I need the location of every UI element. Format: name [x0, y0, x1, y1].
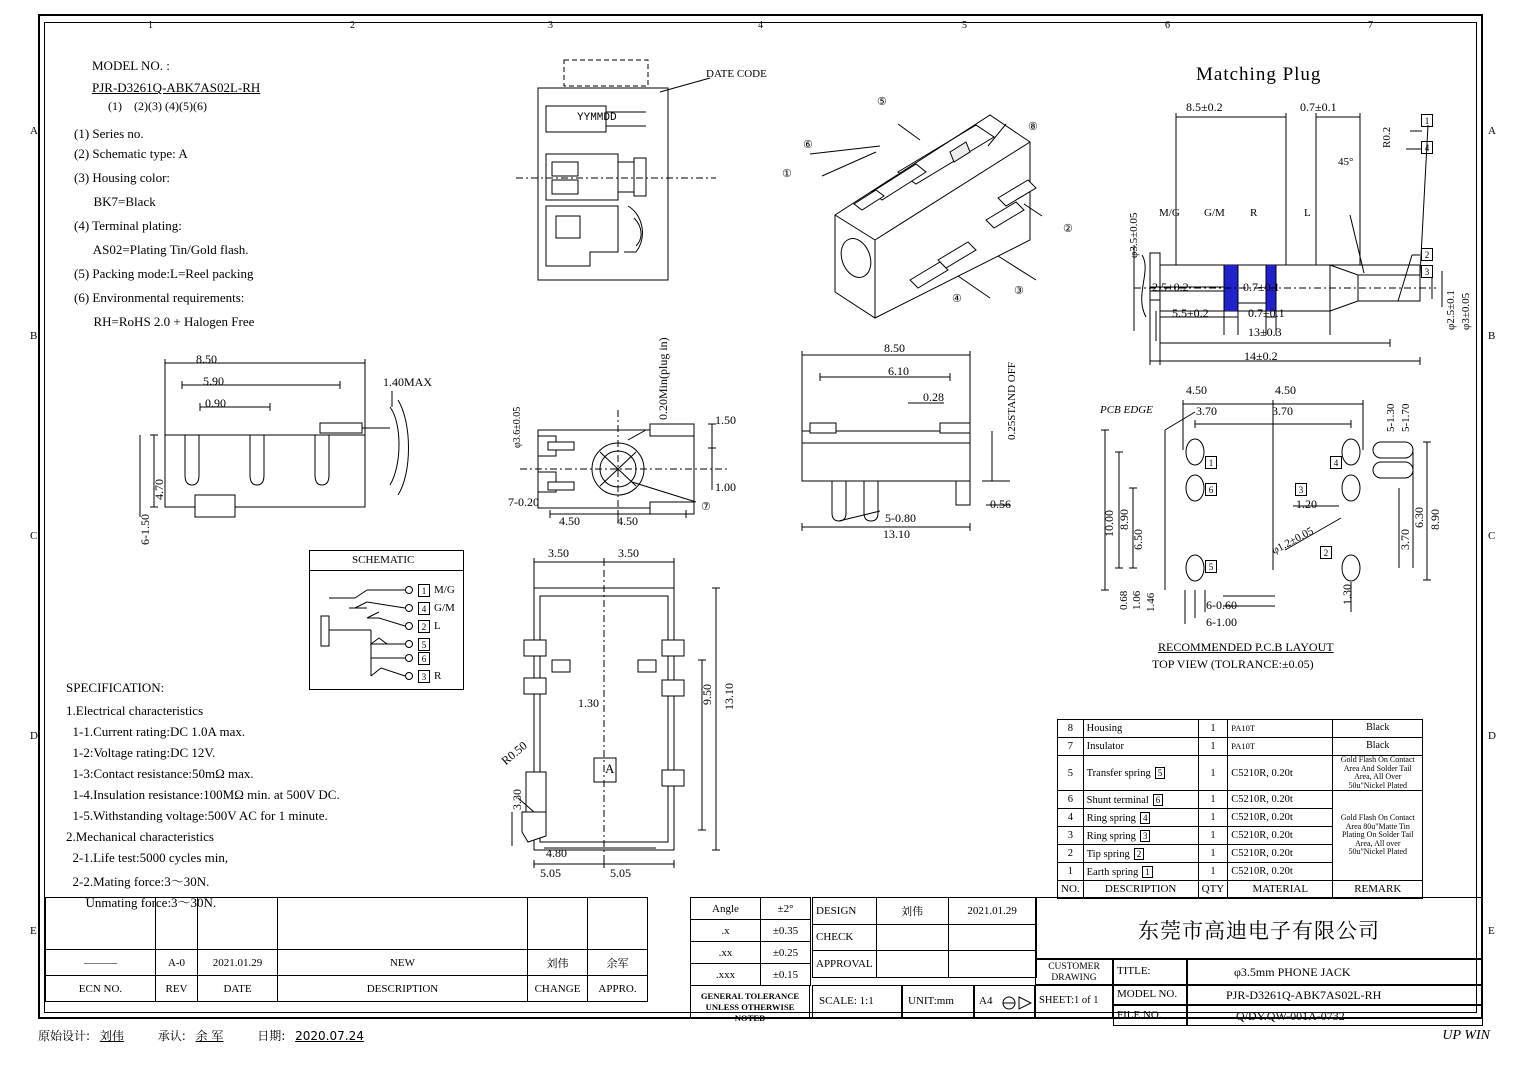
bottom-dim-4-80: 4.80 — [546, 846, 567, 860]
spec-line-10: Unmating force:3～30N. — [66, 895, 217, 910]
bom-row-8-qty: 1 — [1198, 720, 1228, 738]
bom-header-desc: DESCRIPTION — [1083, 881, 1198, 899]
pcb-dim-8-90-right: 8.90 — [1428, 509, 1442, 530]
zone-letter-left-d: D — [30, 730, 38, 742]
bom-row-1-desc — [1083, 863, 1198, 881]
bom-header-mat: MATERIAL — [1228, 881, 1333, 899]
model-line-8: (6) Environmental requirements: — [74, 290, 245, 305]
zone-letter-right-a: A — [1488, 125, 1496, 137]
plug-dim-45deg: 45° — [1338, 156, 1354, 168]
schematic-title: SCHEMATIC — [352, 554, 415, 566]
bottom-dim-r0-50: R0.50 — [498, 738, 530, 768]
isometric-view-drawing — [780, 80, 1080, 310]
sheet-cell — [1035, 985, 1113, 1019]
front-dim-1-40max: 1.40MAX — [383, 375, 433, 389]
bottom-dim-3-30: 3.30 — [510, 789, 524, 810]
file-value-cell — [1187, 1005, 1483, 1026]
rev-header-change: CHANGE — [528, 976, 588, 1002]
rev-ecn-no: ——— — [46, 950, 156, 976]
zone-letter-right-e: E — [1488, 925, 1495, 937]
design-date: 2021.01.29 — [948, 898, 1036, 925]
side-dim-0-56: 0.56 — [990, 497, 1011, 511]
iso-callout-2: ② — [1063, 223, 1073, 235]
column-number-6: 6 — [1165, 20, 1170, 31]
bom-row-4-no: 4 — [1058, 809, 1084, 827]
front-dim-4-70: 4.70 — [152, 479, 166, 500]
bom-row-5-mat: C5210R, 0.20t — [1228, 756, 1333, 791]
column-number-3: 3 — [548, 20, 553, 31]
bom-row-8-rem: Black — [1333, 720, 1423, 738]
section-view-drawing — [516, 66, 736, 316]
plug-segment-gm: G/M — [1204, 207, 1225, 219]
bom-row-4-qty: 1 — [1198, 809, 1228, 827]
bom-row-1-mat: C5210R, 0.20t — [1228, 863, 1333, 881]
bottom-view-drawing — [496, 540, 746, 880]
bom-row-7-mat: PA10T — [1228, 738, 1333, 756]
model-line-2: (2) Schematic type: A — [74, 146, 188, 161]
footer-approve-label: 承认: — [157, 1029, 186, 1043]
check-name — [876, 924, 948, 951]
tol-val-xx: ±0.25 — [761, 942, 811, 964]
bom-row-6-qty: 1 — [1198, 791, 1228, 809]
model-line-1: (1) Series no. — [74, 126, 144, 141]
pcb-pad-6: 6 — [1205, 483, 1217, 496]
bom-row-4-desc — [1083, 809, 1198, 827]
rev-header-rev: REV — [156, 976, 198, 1002]
pcb-dim-6-1-00: 6-1.00 — [1206, 615, 1237, 629]
design-label: DESIGN — [813, 898, 877, 925]
column-number-5: 5 — [962, 20, 967, 31]
revision-table — [45, 897, 648, 1002]
bottom-dim-13-10: 13.10 — [722, 683, 736, 710]
column-number-2: 2 — [350, 20, 355, 31]
front-dim-6-1-50: 6-1.50 — [138, 514, 152, 545]
bom-row-6-no: 6 — [1058, 791, 1084, 809]
bom-row-2-tag: 2 — [1134, 848, 1145, 860]
plug-pin-3: 3 — [1421, 265, 1433, 278]
tol-key-x: .x — [691, 920, 761, 942]
top-dim-4-50-b: 4.50 — [617, 514, 638, 528]
bom-row-7-no: 7 — [1058, 738, 1084, 756]
plug-dim-phi2-5: φ2.5±0.1 — [1445, 290, 1457, 330]
bom-row-5-desc-text: Transfer spring — [1086, 768, 1151, 779]
matching-plug-title: Matching Plug — [1196, 64, 1322, 85]
tol-key-xx: .xx — [691, 942, 761, 964]
customer-drawing-label: CUSTOMER DRAWING — [1048, 962, 1100, 983]
unit-text: UNIT:mm — [908, 995, 954, 1007]
zone-letter-left-a: A — [30, 125, 38, 137]
iso-callout-6: ⑥ — [803, 139, 813, 151]
top-dim-4-50-a: 4.50 — [559, 514, 580, 528]
schematic-pin-name-2: L — [434, 620, 441, 632]
pcb-pad-2: 2 — [1320, 546, 1332, 559]
footer-origin-label: 原始设计: — [38, 1029, 91, 1043]
model-value-cell — [1187, 985, 1483, 1005]
spec-heading: SPECIFICATION: — [66, 680, 165, 695]
model-heading: MODEL NO. : — [92, 58, 170, 73]
bom-row-1-tag: 1 — [1142, 866, 1153, 878]
bottom-dim-3-50-b: 3.50 — [618, 546, 639, 560]
approval-name — [876, 951, 948, 978]
rev-date: 2021.01.29 — [198, 950, 278, 976]
iso-callout-3: ③ — [1014, 285, 1024, 297]
pcb-dim-6-0-60: 6-0.60 — [1206, 598, 1237, 612]
tolerance-table — [690, 897, 811, 986]
company-cell — [1035, 897, 1483, 959]
schematic-pin-no-5: 5 — [418, 638, 430, 651]
pcb-caption-1: RECOMMENDED P.C.B LAYOUT — [1158, 640, 1334, 654]
sheet-text: SHEET:1 of 1 — [1039, 995, 1099, 1006]
zone-letter-right-c: C — [1488, 530, 1496, 542]
front-dim-8-50: 8.50 — [196, 352, 217, 366]
bom-row-4-mat: C5210R, 0.20t — [1228, 809, 1333, 827]
schematic-pin-no-3: 3 — [418, 670, 430, 683]
schematic-pin-no-1: 1 — [418, 584, 430, 597]
plug-dim-0-7-top: 0.7±0.1 — [1300, 100, 1337, 114]
file-label-cell — [1113, 1005, 1187, 1026]
top-callout-7: ⑦ — [701, 501, 711, 513]
schematic-pin-name-3: R — [434, 670, 442, 682]
iso-callout-5: ⑤ — [877, 96, 887, 108]
plug-pin-4: 4 — [1421, 141, 1433, 154]
model-no-label: MODEL NO. — [1117, 988, 1178, 1000]
bom-row-4-tag: 4 — [1140, 812, 1151, 824]
bom-row-2-qty: 1 — [1198, 845, 1228, 863]
plug-dim-5-5: 5.5±0.2 — [1172, 306, 1209, 320]
column-number-4: 4 — [758, 20, 763, 31]
iso-callout-8: ⑧ — [1028, 121, 1038, 133]
general-tolerance-text: GENERAL TOLERANCE UNLESS OTHERWISE NOTED — [700, 991, 800, 1023]
iso-callout-4: ④ — [952, 293, 962, 305]
bom-row-5-qty: 1 — [1198, 756, 1228, 791]
bom-rem-merged: Gold Flash On Contact Area 80u"Matte Tin Plating On Solder Tail Area, All over 50u"Nickel Plated — [1333, 791, 1423, 881]
pcb-pad-5: 5 — [1205, 560, 1217, 573]
plug-segment-mg: M/G — [1159, 207, 1180, 219]
bom-row-2-desc — [1083, 845, 1198, 863]
pcb-dim-1-20: 1.20 — [1296, 497, 1317, 511]
bom-row-4-desc-text: Ring spring — [1086, 812, 1136, 824]
bom-row-2-no: 2 — [1058, 845, 1084, 863]
watermark-upwin: UP WIN — [1442, 1028, 1490, 1043]
bom-row-6-mat: C5210R, 0.20t — [1228, 791, 1333, 809]
plug-dim-0-7-a: 0.7±0.1 — [1243, 280, 1280, 294]
file-no-value: Q/DY.QW-001A-0732 — [1236, 1009, 1345, 1023]
bottom-section-letter: A — [605, 761, 615, 776]
schematic-pin-no-2: 2 — [418, 620, 430, 633]
tol-val-x: ±0.35 — [761, 920, 811, 942]
schematic-pin-name-1: M/G — [434, 584, 455, 596]
spec-line-5: 1-4.Insulation resistance:100MΩ min. at 500V DC. — [66, 787, 340, 802]
approval-label: APPROVAL — [813, 951, 877, 978]
pcb-pad-4: 4 — [1330, 456, 1342, 469]
title-value: φ3.5mm PHONE JACK — [1234, 965, 1351, 979]
bottom-dim-3-50-a: 3.50 — [548, 546, 569, 560]
size-text: A4 — [979, 995, 993, 1007]
bom-header-rem: REMARK — [1333, 881, 1423, 899]
bom-row-8-no: 8 — [1058, 720, 1084, 738]
tol-val-angle: ±2° — [761, 898, 811, 920]
title-label: TITLE: — [1117, 965, 1151, 977]
rev-rev: A-0 — [156, 950, 198, 976]
approval-table — [812, 897, 1037, 978]
bom-row-3-qty: 1 — [1198, 827, 1228, 845]
file-no-label: FILE NO. — [1117, 1009, 1162, 1021]
column-number-7: 7 — [1368, 20, 1373, 31]
side-dim-13-10: 13.10 — [883, 527, 910, 541]
zone-letter-right-d: D — [1488, 730, 1496, 742]
side-dim-0-28: 0.28 — [923, 390, 944, 404]
pcb-dim-6-30: 6.30 — [1412, 507, 1426, 528]
unit-cell — [902, 985, 974, 1019]
pcb-dim-6-50: 6.50 — [1131, 529, 1145, 550]
title-value-cell — [1187, 959, 1483, 985]
bom-row-2-desc-text: Tip spring — [1086, 848, 1130, 860]
model-line-6: AS02=Plating Tin/Gold flash. — [74, 242, 249, 257]
tol-key-angle: Angle — [691, 898, 761, 920]
pcb-dim-3-70-a: 3.70 — [1196, 404, 1217, 418]
bom-row-7-desc: Insulator — [1083, 738, 1198, 756]
spec-line-1: 1.Electrical characteristics — [66, 703, 204, 718]
pcb-caption-2: TOP VIEW (TOLRANCE:±0.05) — [1152, 657, 1314, 671]
plug-segment-l: L — [1304, 207, 1311, 219]
model-number: PJR-D3261Q-ABK7AS02L-RH — [92, 80, 261, 95]
side-dim-standoff: 0.25STAND OFF — [1006, 362, 1018, 440]
top-dim-phi3-6: φ3.6±0.05 — [512, 406, 523, 448]
pcb-pad-3: 3 — [1295, 483, 1307, 496]
rev-blank-6 — [588, 898, 648, 950]
rev-change: 刘伟 — [528, 950, 588, 976]
spec-line-8: 2-1.Life test:5000 cycles min, — [66, 850, 229, 865]
bom-row-3-tag: 3 — [1140, 830, 1151, 842]
spec-line-6: 1-5.Withstanding voltage:500V AC for 1 minute. — [66, 808, 328, 823]
bom-header-no: NO. — [1058, 881, 1084, 899]
pcb-edge-label: PCB EDGE — [1100, 404, 1153, 416]
plug-segment-r: R — [1250, 207, 1258, 219]
bottom-dim-1-30: 1.30 — [578, 696, 599, 710]
bom-row-2-mat: C5210R, 0.20t — [1228, 845, 1333, 863]
side-dim-8-50: 8.50 — [884, 341, 905, 355]
plug-dim-13: 13±0.3 — [1248, 325, 1282, 339]
plug-pin-2: 2 — [1421, 248, 1433, 261]
scale-cell — [812, 985, 902, 1019]
pcb-dim-0-68: 0.68 — [1118, 590, 1130, 610]
top-dim-1-50: 1.50 — [715, 413, 736, 427]
column-number-1: 1 — [148, 20, 153, 31]
bom-header-qty: QTY — [1198, 881, 1228, 899]
pcb-pad-1: 1 — [1205, 456, 1217, 469]
rev-blank-2 — [156, 898, 198, 950]
bom-row-6-desc-text: Shunt terminal — [1086, 794, 1149, 806]
approval-date — [948, 951, 1036, 978]
top-dim-1-00: 1.00 — [715, 480, 736, 494]
pcb-dim-4-50-b: 4.50 — [1275, 383, 1296, 397]
size-cell — [974, 985, 1035, 1019]
bom-row-3-desc — [1083, 827, 1198, 845]
bom-table — [1057, 719, 1423, 899]
bom-row-3-no: 3 — [1058, 827, 1084, 845]
check-date — [948, 924, 1036, 951]
schematic-pin-name-4: G/M — [434, 602, 455, 614]
zone-letter-right-b: B — [1488, 330, 1496, 342]
footer-date-label: 日期: — [257, 1029, 286, 1043]
footer-approve-name: 余 军 — [195, 1029, 224, 1043]
zone-letter-left-e: E — [30, 925, 37, 937]
schematic-pin-no-6: 6 — [418, 652, 430, 665]
model-index-row: (1) (2)(3) (4)(5)(6) — [108, 99, 207, 113]
rev-header-ecn: ECN NO. — [46, 976, 156, 1002]
plug-dim-0-7-b: 0.7±0.1 — [1248, 306, 1285, 320]
model-no-value: PJR-D3261Q-ABK7AS02L-RH — [1226, 988, 1382, 1002]
rev-blank-1 — [46, 898, 156, 950]
side-dim-6-10: 6.10 — [888, 364, 909, 378]
bottom-dim-9-50: 9.50 — [700, 684, 714, 705]
pcb-dim-1-06: 1.06 — [1131, 590, 1143, 610]
pcb-dim-3-70-r: 3.70 — [1398, 529, 1412, 550]
bom-row-5-no: 5 — [1058, 756, 1084, 791]
rev-blank-5 — [528, 898, 588, 950]
model-line-7: (5) Packing mode:L=Reel packing — [74, 266, 254, 281]
tol-val-xxx: ±0.15 — [761, 964, 811, 986]
pcb-dim-1-30: 1.30 — [1340, 584, 1354, 605]
rev-appro: 余军 — [588, 950, 648, 976]
iso-callout-1: ① — [782, 168, 792, 180]
pcb-dim-10-00: 10.00 — [1102, 510, 1116, 537]
rev-blank-4 — [278, 898, 528, 950]
rev-description: NEW — [278, 950, 528, 976]
front-dim-5-90: 5.90 — [203, 374, 224, 388]
plug-dim-r0-2: R0.2 — [1381, 126, 1393, 148]
date-code-leader — [580, 76, 720, 96]
side-dim-5-0-80: 5-0.80 — [885, 511, 916, 525]
check-label: CHECK — [813, 924, 877, 951]
bom-row-5-rem: Gold Flash On Contact Area And Solder Tail Area, All Over 50u"Nickel Plated — [1333, 756, 1423, 791]
plug-dim-8-5: 8.5±0.2 — [1186, 100, 1223, 114]
plug-pin-1: 1 — [1421, 114, 1433, 127]
footer-date-value: 2020.07.24 — [295, 1029, 364, 1043]
bom-row-3-mat: C5210R, 0.20t — [1228, 827, 1333, 845]
model-line-3: (3) Housing color: — [74, 170, 171, 185]
model-label-cell — [1113, 985, 1187, 1005]
front-dim-0-90: 0.90 — [205, 396, 226, 410]
spec-line-2: 1-1.Current rating:DC 1.0A max. — [66, 724, 246, 739]
bom-row-8-mat: PA10T — [1228, 720, 1333, 738]
plug-dim-2-5: 2.5±0.2 — [1152, 280, 1189, 294]
matching-plug-drawing — [1120, 95, 1450, 345]
tol-key-xxx: .xxx — [691, 964, 761, 986]
rev-blank-3 — [198, 898, 278, 950]
bom-row-1-no: 1 — [1058, 863, 1084, 881]
top-dim-0-20min: 0.20Min(plug in) — [656, 337, 670, 420]
schematic-pin-no-4: 4 — [418, 602, 430, 615]
plug-dim-phi3: φ3±0.05 — [1460, 292, 1472, 330]
model-line-4: BK7=Black — [74, 194, 156, 209]
bom-row-7-qty: 1 — [1198, 738, 1228, 756]
spec-line-7: 2.Mechanical characteristics — [66, 829, 214, 844]
pcb-dim-1-46: 1.46 — [1145, 592, 1157, 612]
bottom-dim-5-05-a: 5.05 — [540, 866, 561, 880]
plug-dim-phi3-5: φ3.5±0.05 — [1128, 212, 1140, 258]
date-code-label: DATE CODE — [706, 68, 767, 80]
plug-dim-14: 14±0.2 — [1244, 349, 1278, 363]
date-code-value: YYMMDD — [577, 112, 617, 124]
company-name: 东莞市高迪电子有限公司 — [1138, 919, 1380, 943]
footer-row — [38, 1027, 364, 1044]
bom-row-1-desc-text: Earth spring — [1086, 866, 1139, 878]
general-tolerance-cell — [690, 985, 810, 1023]
pcb-dim-4-50-a: 4.50 — [1186, 383, 1207, 397]
bom-row-6-tag: 6 — [1153, 794, 1164, 806]
zone-letter-left-b: B — [30, 330, 38, 342]
bom-row-3-desc-text: Ring spring — [1086, 830, 1136, 842]
bom-row-8-desc: Housing — [1083, 720, 1198, 738]
title-label-cell — [1113, 959, 1187, 985]
projection-symbol-icon — [1001, 995, 1035, 1013]
model-line-9: RH=RoHS 2.0 + Halogen Free — [74, 314, 255, 329]
rev-header-appro: APPRO. — [588, 976, 648, 1002]
bom-row-6-desc — [1083, 791, 1198, 809]
spec-line-9: 2-2.Mating force:3～30N. — [66, 874, 210, 889]
bom-row-5-tag: 5 — [1155, 767, 1166, 779]
pcb-dim-5-1-70: 5-1.70 — [1400, 403, 1412, 432]
bom-row-1-qty: 1 — [1198, 863, 1228, 881]
rev-header-description: DESCRIPTION — [278, 976, 528, 1002]
top-dim-7-0-20: 7-0.20 — [508, 495, 539, 509]
spec-line-3: 1-2:Voltage rating:DC 12V. — [66, 745, 216, 760]
pcb-dim-3-70-b: 3.70 — [1272, 404, 1293, 418]
bom-row-5-desc — [1083, 756, 1198, 791]
model-line-5: (4) Terminal plating: — [74, 218, 182, 233]
pcb-dim-phi1-2: φ1.2±0.05 — [1269, 525, 1316, 557]
spec-line-4: 1-3:Contact resistance:50mΩ max. — [66, 766, 254, 781]
bottom-dim-5-05-b: 5.05 — [610, 866, 631, 880]
customer-drawing-cell — [1035, 959, 1113, 985]
top-view-dim-lines — [540, 500, 740, 530]
footer-origin-name: 刘伟 — [99, 1029, 124, 1043]
zone-letter-left-c: C — [30, 530, 38, 542]
rev-header-date: DATE — [198, 976, 278, 1002]
bom-row-7-rem: Black — [1333, 738, 1423, 756]
pcb-dim-5-1-30: 5-1.30 — [1385, 403, 1397, 432]
pcb-dim-8-90-left: 8.90 — [1117, 509, 1131, 530]
scale-text: SCALE: 1:1 — [819, 995, 874, 1007]
design-name: 刘伟 — [876, 898, 948, 925]
